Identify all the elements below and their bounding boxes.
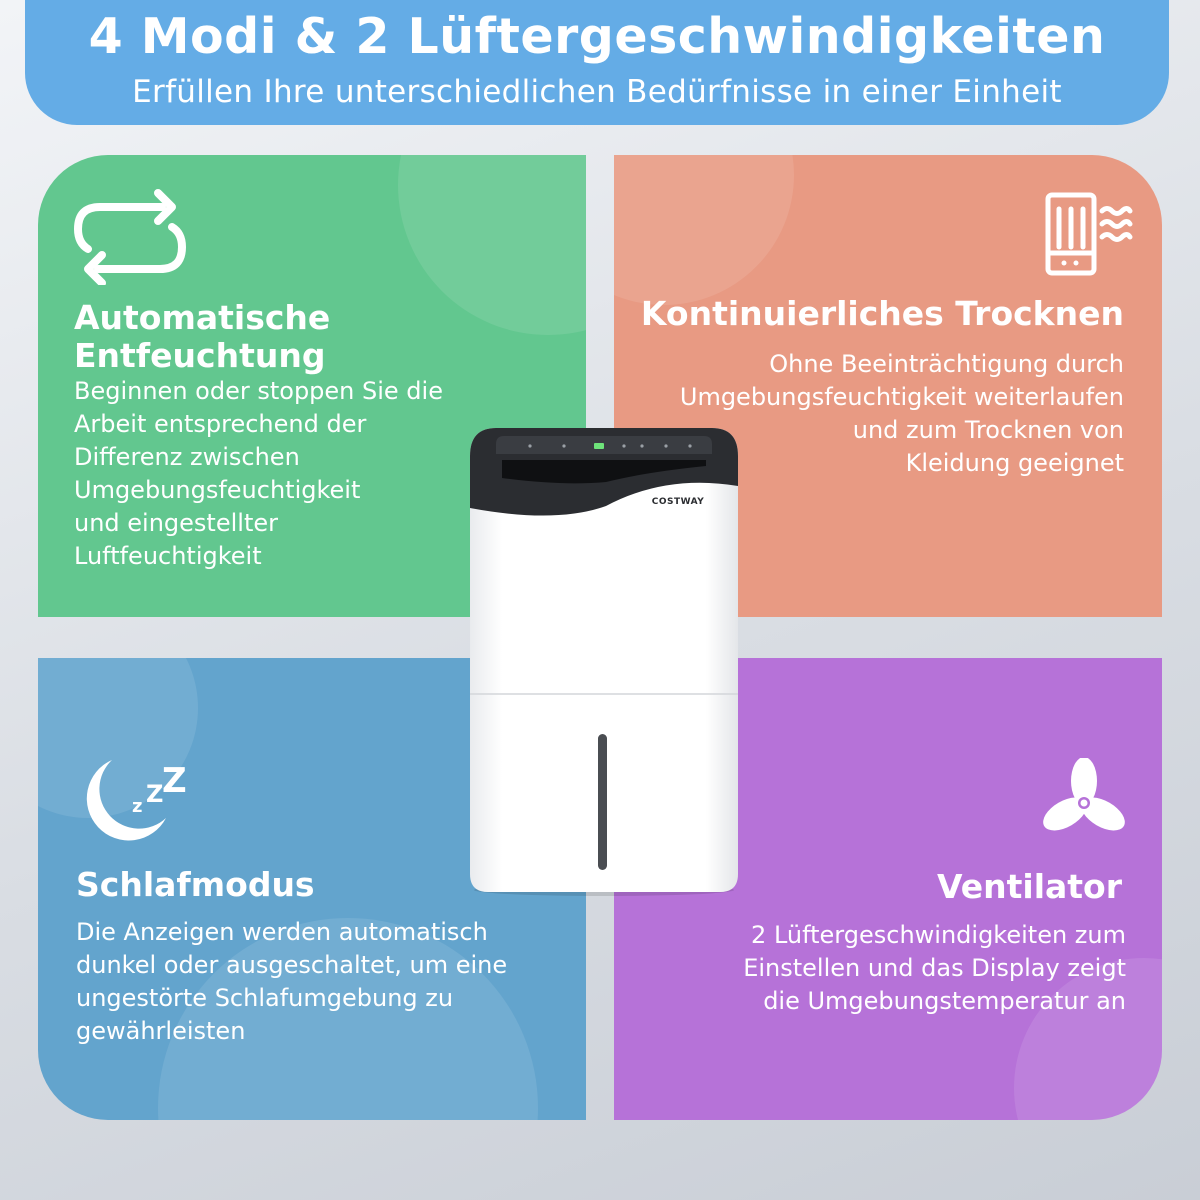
banner-subtitle: Erfüllen Ihre unterschiedlichen Bedürfnisse in einer Einheit xyxy=(132,74,1062,110)
moon-sleep-icon xyxy=(78,756,188,846)
heater-waves-icon xyxy=(1044,191,1134,277)
fan-icon xyxy=(1034,758,1134,848)
dehumidifier-product-image xyxy=(466,426,742,896)
repeat-arrows-icon xyxy=(70,185,190,285)
feature-title-sleep-mode: Schlafmodus xyxy=(76,865,315,904)
feature-title-continuous-drying: Kontinuierliches Trocknen xyxy=(640,294,1124,333)
feature-description-continuous-drying: Ohne Beeinträchtigung durch Umgebungsfeuchtigkeit weiterlaufen und zum Trocknen von Kleidung geeignet xyxy=(679,350,1124,477)
feature-description-sleep-mode: Die Anzeigen werden automatisch dunkel oder ausgeschaltet, um eine ungestörte Schlafumgebung zu gewährleisten xyxy=(76,918,508,1045)
header-banner xyxy=(25,0,1169,125)
svg-text:z: z xyxy=(132,796,143,817)
banner-title: 4 Modi & 2 Lüftergeschwindigkeiten xyxy=(88,8,1106,65)
brand-logo: COSTWAY xyxy=(651,497,705,507)
feature-title-auto-dehumidify: Automatische Entfeuchtung xyxy=(74,298,331,375)
svg-text:Z: Z xyxy=(146,780,164,808)
feature-title-fan: Ventilator xyxy=(937,867,1122,906)
svg-text:Z: Z xyxy=(162,761,187,801)
feature-description-auto-dehumidify: Beginnen oder stoppen Sie die Arbeit entsprechend der Differenz zwischen Umgebungsfeuchtigkeit und eingestellter Luftfeuchtigkeit xyxy=(74,377,443,570)
feature-description-fan: 2 Lüftergeschwindigkeiten zum Einstellen und das Display zeigt die Umgebungstemperatur an xyxy=(743,921,1126,1015)
